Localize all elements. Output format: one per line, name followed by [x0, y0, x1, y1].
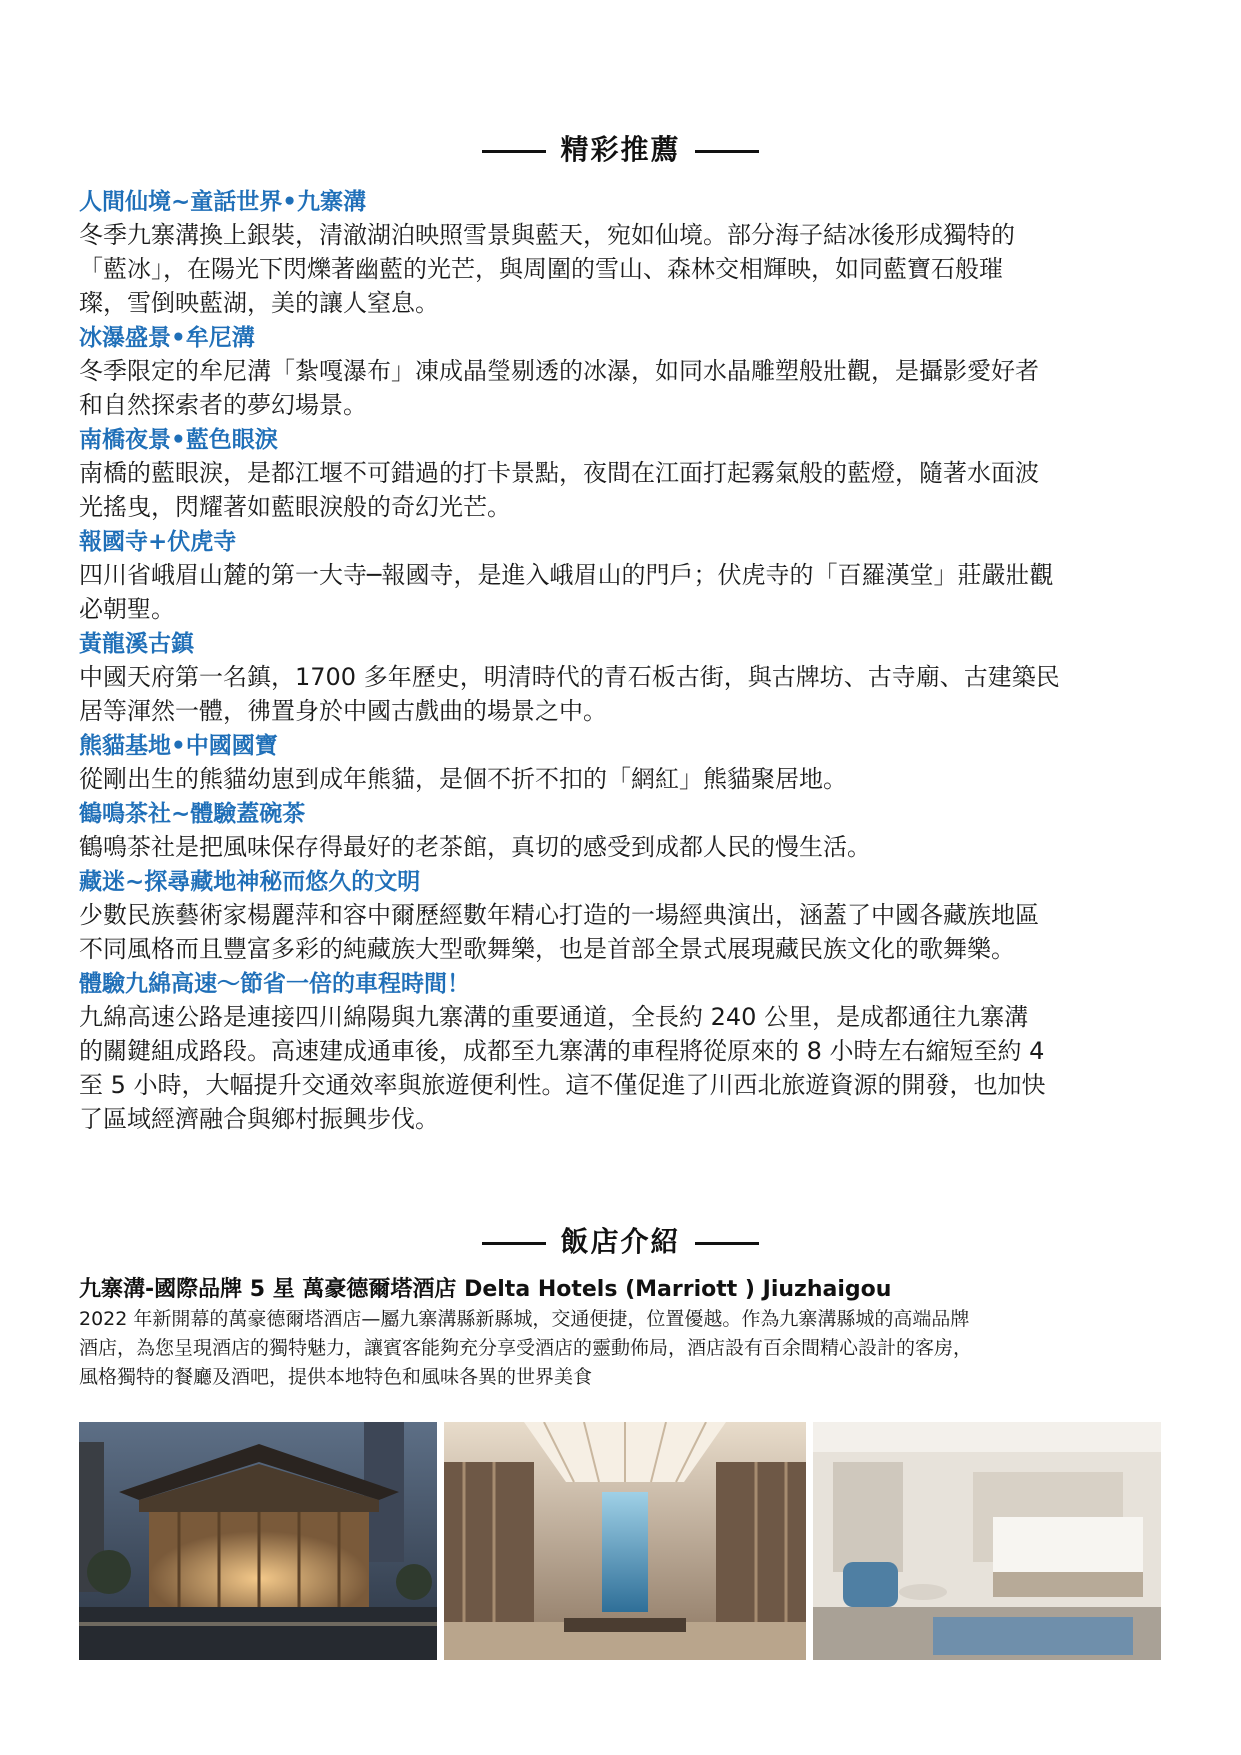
recommendation-title: 黃龍溪古鎮: [79, 631, 194, 657]
recommendation-title: 鶴鳴茶社~體驗蓋碗茶: [79, 801, 306, 827]
heading-dash-left: [482, 150, 546, 153]
recommendation-body: 四川省峨眉山麓的第一大寺─報國寺，是進入峨眉山的門戶；伏虎寺的「百羅漢堂」莊嚴壯觀 必朝聖。: [79, 561, 1054, 623]
hotel-exterior-photo: [79, 1422, 437, 1660]
recommendation-body: 少數民族藝術家楊麗萍和容中爾歷經數年精心打造的一場經典演出，涵蓋了中國各藏族地區 不同風格而且豐富多彩的純藏族大型歌舞樂，也是首部全景式展現藏民族文化的歌舞樂。: [79, 901, 1039, 963]
recommendation-item: [79, 628, 1169, 728]
hotel-heading: [0, 1220, 1241, 1260]
recommendation-title: 藏迷~探尋藏地神秘而悠久的文明: [79, 869, 421, 895]
recommendation-body: 中國天府第一名鎮，1700 多年歷史，明清時代的青石板古街，與古牌坊、古寺廟、古建築民 居等渾然一體，彿置身於中國古戲曲的場景之中。: [79, 663, 1060, 725]
recommendation-item: [79, 866, 1169, 966]
hotel-heading-text: 飯店介紹: [560, 1225, 681, 1258]
recommendation-title: 南橋夜景•藍色眼淚: [79, 427, 278, 453]
hotel-room-photo: [813, 1422, 1161, 1660]
recommendations-list: [79, 186, 1169, 1138]
heading-dash-right: [695, 1242, 759, 1245]
recommendation-title: 熊貓基地•中國國寶: [79, 733, 278, 759]
hotel-title: 九寨溝-國際品牌 5 星 萬豪德爾塔酒店 Delta Hotels (Marriott ) Jiuzhaigou: [79, 1277, 892, 1302]
recommendation-item: [79, 968, 1169, 1136]
recommendation-body: 從剛出生的熊貓幼崽到成年熊貓，是個不折不扣的「網紅」熊貓聚居地。: [79, 765, 847, 793]
recommendation-item: [79, 526, 1169, 626]
recommendation-item: [79, 424, 1169, 524]
recommendation-item: [79, 798, 1169, 864]
hotel-intro: [79, 1275, 1169, 1392]
recommendation-item: [79, 322, 1169, 422]
recommendation-body: 南橋的藍眼淚，是都江堰不可錯過的打卡景點，夜間在江面打起霧氣般的藍燈，隨著水面波 光搖曳，閃耀著如藍眼淚般的奇幻光芒。: [79, 459, 1039, 521]
hotel-description: 2022 年新開幕的萬豪德爾塔酒店—屬九寨溝縣新縣城，交通便捷，位置優越。作為九寨溝縣城的高端品牌 酒店，為您呈現酒店的獨特魅力，讓賓客能夠充分享受酒店的靈動佈局，酒店設有百余間精心設計的客房， 風格獨特的餐廳及酒吧，提供本地特色和風味各異的世界美食: [79, 1308, 973, 1388]
hotel-photos: [79, 1422, 1161, 1660]
recommendation-title: 人間仙境~童話世界•九寨溝: [79, 189, 366, 215]
recommendation-body: 冬季限定的牟尼溝「紮嘎瀑布」凍成晶瑩剔透的冰瀑，如同水晶雕塑般壯觀，是攝影愛好者 和自然探索者的夢幻場景。: [79, 357, 1039, 419]
hotel-lobby-photo: [444, 1422, 806, 1660]
recommendation-title: 冰瀑盛景•牟尼溝: [79, 325, 255, 351]
recommendation-body: 冬季九寨溝換上銀裝，清澈湖泊映照雪景與藍天，宛如仙境。部分海子結冰後形成獨特的 「藍冰」，在陽光下閃爍著幽藍的光芒，與周圍的雪山、森林交相輝映，如同藍寶石般璀 璨，雪倒映藍湖，美的讓人窒息。: [79, 221, 1015, 317]
recommendations-heading-text: 精彩推薦: [560, 133, 681, 166]
recommendation-title: 體驗九綿高速～節省一倍的車程時間！: [79, 971, 470, 997]
recommendation-item: [79, 186, 1169, 320]
recommendation-title: 報國寺+伏虎寺: [79, 529, 237, 555]
recommendation-body: 鶴鳴茶社是把風味保存得最好的老茶館，真切的感受到成都人民的慢生活。: [79, 833, 871, 861]
recommendation-body: 九綿高速公路是連接四川綿陽與九寨溝的重要通道，全長約 240 公里，是成都通往九寨溝 的關鍵組成路段。高速建成通車後，成都至九寨溝的車程將從原來的 8 小時左右縮短至約 4 至 5 小時，大幅提升交通效率與旅遊便利性。這不僅促進了川西北旅遊資源的開發，也加快 了區域經濟融合與鄉村振興步伐。: [79, 1003, 1046, 1133]
recommendation-item: [79, 730, 1169, 796]
heading-dash-right: [695, 150, 759, 153]
recommendations-heading: [0, 128, 1241, 168]
heading-dash-left: [482, 1242, 546, 1245]
